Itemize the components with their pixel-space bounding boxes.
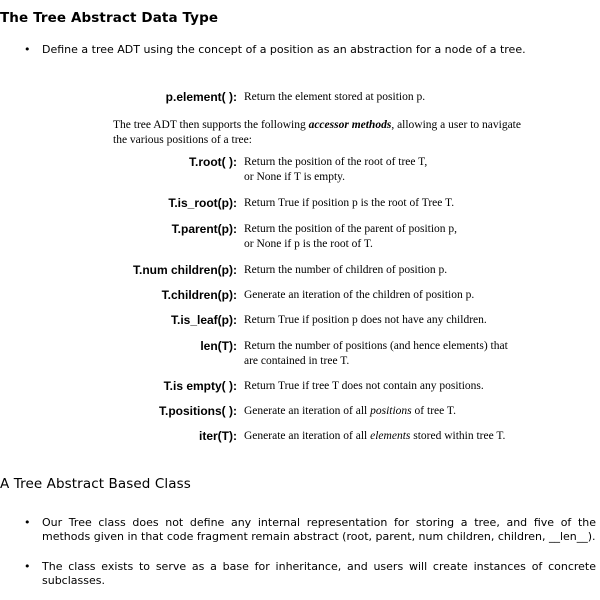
method-description: Return the position of the parent of position p, or None if p is the root of T. [244, 223, 458, 250]
intro-paragraph [113, 118, 533, 148]
method-description: Return the position of the root of tree T, or None if T is empty. [244, 156, 428, 183]
method-description: Generate an iteration of all positions of tree T. [244, 405, 456, 417]
method-description: Return True if position p does not have any children. [244, 314, 487, 326]
method-name: T.is_leaf(p): [170, 313, 237, 327]
bullet-text: The class exists to serve as a base for inheritance, and users will create instances of concrete subclasses. [42, 560, 596, 587]
intro-emphasis: accessor methods [308, 119, 392, 131]
method-description: Return the number of children of position p. [244, 264, 448, 276]
method-name: T.num children(p): [133, 263, 237, 277]
method-description: Return the element stored at position p. [244, 91, 426, 103]
bullet-dot-icon: • [24, 43, 31, 56]
bullet-dot-icon: • [24, 560, 31, 573]
section-title-abstract-class: A Tree Abstract Based Class [0, 476, 191, 492]
bullet-dot-icon: • [24, 516, 31, 529]
method-description: Return True if position p is the root of Tree T. [244, 197, 455, 209]
method-name: T.parent(p): [171, 222, 237, 236]
method-name: T.is_root(p): [168, 196, 237, 210]
intro-text-before: The tree ADT then supports the following [113, 119, 309, 131]
method-name: T.root( ): [189, 155, 237, 169]
bullet-text: Define a tree ADT using the concept of a position as an abstraction for a node of a tree. [42, 43, 526, 56]
bullet-text: Our Tree class does not define any internal representation for storing a tree, and five of the methods given in that code fragment remain abstract (root, parent, num children, children, __len__). [42, 516, 596, 543]
method-name: T.children(p): [161, 288, 237, 302]
method-description: Return True if tree T does not contain any positions. [244, 380, 484, 392]
method-name: len(T): [200, 339, 237, 353]
method-description: Return the number of positions (and hence elements) that are contained in tree T. [244, 340, 508, 367]
method-name: T.positions( ): [159, 404, 237, 418]
method-name: p.element( ): [165, 90, 237, 104]
method-name: iter(T): [199, 429, 237, 443]
intro-text-after: , allowing a user to navigate the various positions of a tree: [113, 119, 521, 146]
method-description: Generate an iteration of the children of position p. [244, 289, 475, 301]
method-description: Generate an iteration of all elements stored within tree T. [244, 430, 506, 442]
section-title-tree-adt: The Tree Abstract Data Type [0, 10, 219, 26]
method-name: T.is empty( ): [163, 379, 237, 393]
